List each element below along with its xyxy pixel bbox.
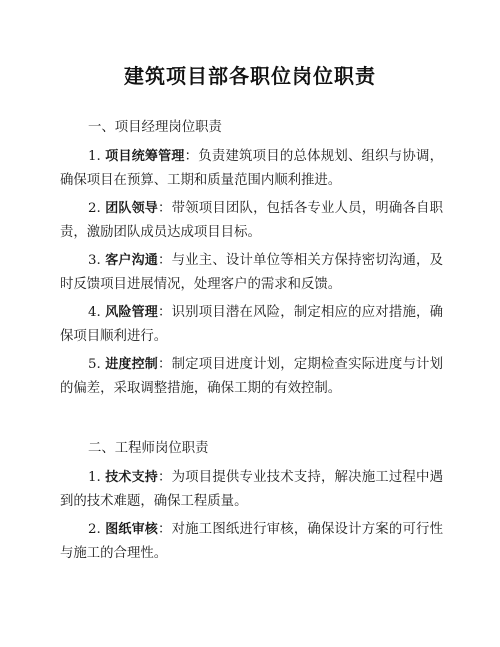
list-item xyxy=(60,197,443,245)
item-keyword: 客户沟通 xyxy=(105,253,158,268)
item-keyword: 进度控制 xyxy=(105,357,158,372)
item-text: 对施工图纸进行审核，确保设计方案的可行性与施工的合理性。 xyxy=(60,522,444,561)
item-keyword: 风险管理 xyxy=(105,305,158,320)
section-engineer xyxy=(60,437,443,566)
list-item xyxy=(60,353,443,401)
item-separator: ： xyxy=(158,470,172,485)
list-item xyxy=(60,301,443,349)
item-separator: ： xyxy=(158,357,172,372)
section-spacer xyxy=(60,405,443,437)
item-number: 4. xyxy=(88,305,106,320)
item-separator: ： xyxy=(158,253,172,268)
item-number: 1. xyxy=(88,149,106,164)
item-number: 2. xyxy=(88,201,106,216)
item-keyword: 团队领导 xyxy=(105,201,158,216)
item-separator: ： xyxy=(158,522,172,537)
item-separator: ： xyxy=(158,201,172,216)
list-item xyxy=(60,518,443,566)
item-text: 识别项目潜在风险，制定相应的应对措施，确保项目顺利进行。 xyxy=(60,305,444,344)
section-heading: 二、工程师岗位职责 xyxy=(88,441,209,456)
document-title: 建筑项目部各职位岗位职责 xyxy=(124,64,376,88)
item-separator: ： xyxy=(184,149,199,164)
list-item xyxy=(60,249,443,297)
item-number: 2. xyxy=(88,522,106,537)
item-separator: ： xyxy=(158,305,172,320)
item-keyword: 项目统筹管理 xyxy=(105,149,185,164)
section-heading: 一、项目经理岗位职责 xyxy=(88,120,222,135)
document-body xyxy=(60,116,443,570)
item-text: 带领项目团队，包括各专业人员，明确各自职责，激励团队成员达成项目目标。 xyxy=(60,201,444,240)
item-number: 5. xyxy=(88,357,106,372)
section-project-manager xyxy=(60,116,443,401)
list-item xyxy=(60,145,443,193)
list-item xyxy=(60,466,443,514)
item-text: 为项目提供专业技术支持，解决施工过程中遇到的技术难题，确保工程质量。 xyxy=(60,470,444,509)
item-keyword: 技术支持 xyxy=(105,470,158,485)
item-text: 负责建筑项目的总体规划、组织与协调，确保项目在预算、工期和质量范围内顺利推进。 xyxy=(60,149,443,188)
item-number: 3. xyxy=(88,253,106,268)
item-number: 1. xyxy=(88,470,106,485)
item-text: 制定项目进度计划，定期检查实际进度与计划的偏差，采取调整措施，确保工期的有效控制。 xyxy=(60,357,444,396)
item-text: 与业主、设计单位等相关方保持密切沟通，及时反馈项目进展情况，处理客户的需求和反馈。 xyxy=(60,253,444,292)
item-keyword: 图纸审核 xyxy=(105,522,158,537)
